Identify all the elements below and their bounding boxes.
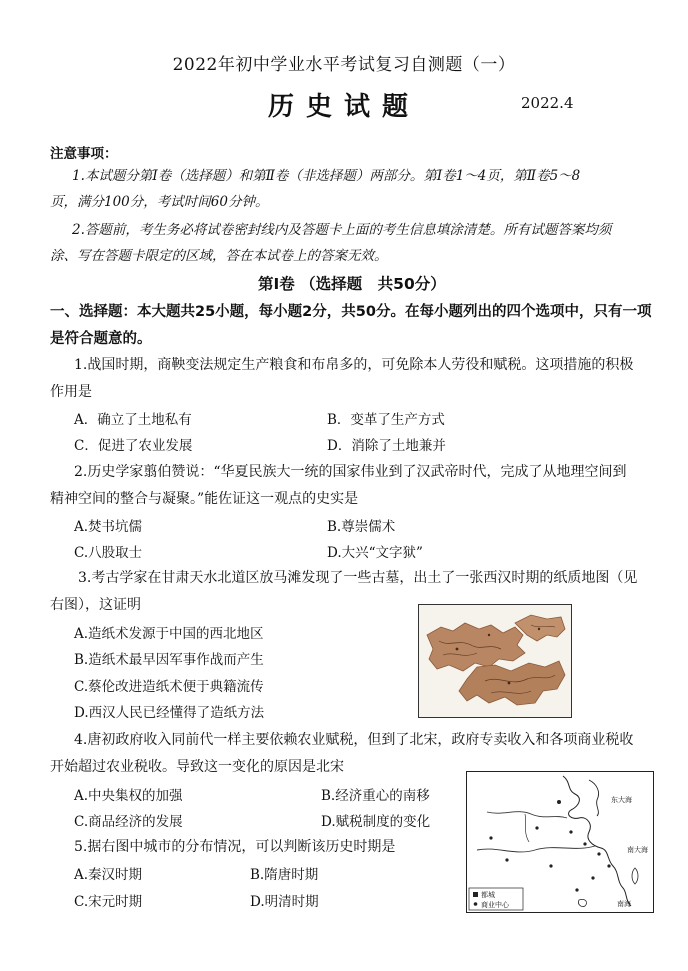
- notice-label: 注意事项：: [50, 146, 118, 162]
- q2-option-b: B.尊崇儒术: [327, 519, 396, 535]
- q1-option-c: C．促进了农业发展: [74, 438, 193, 454]
- q3-stem-line2: 右图），这证明: [50, 597, 141, 613]
- q4-option-b: B.经济重心的南移: [321, 788, 430, 804]
- q3-option-d: D.西汉人民已经懂得了造纸方法: [74, 705, 265, 721]
- paper-map-illustration: [419, 605, 571, 717]
- q4-stem-line1: 4.唐初政府收入同前代一样主要依赖农业赋税，但到了北宋，政府专卖收入和各项商业税收: [74, 732, 634, 748]
- q1-option-a: A．确立了土地私有: [74, 412, 192, 428]
- sea-label-dongdahai: 东大海: [611, 796, 632, 804]
- china-map-illustration: [467, 772, 653, 912]
- section-instructions-line2: 是符合题意的。: [50, 331, 152, 347]
- q5-option-b: B.隋唐时期: [250, 867, 319, 883]
- q2-stem-line2: 精神空间的整合与凝聚。”能佐证这一观点的史实是: [50, 491, 359, 507]
- china-cities-map: [466, 771, 654, 913]
- legend-commercial-center: 商业中心: [481, 901, 509, 909]
- q4-option-a: A.中央集权的加强: [74, 788, 183, 804]
- q3-option-a: A.造纸术发源于中国的西北地区: [74, 626, 264, 642]
- section-instructions-line1: 一、选择题：本大题共25小题，每小题2分，共50分。在每小题列出的四个选项中，只有一项: [50, 304, 652, 320]
- q5-option-d: D.明清时期: [250, 894, 319, 910]
- notice-item1-line2: 页，满分100分，考试时间60分钟。: [50, 194, 269, 210]
- sea-label-nandahai: 南大海: [627, 846, 648, 854]
- q5-option-a: A.秦汉时期: [74, 867, 143, 883]
- q5-option-c: C.宋元时期: [74, 894, 143, 910]
- section-heading: 第Ⅰ卷 （选择题 共50分）: [258, 275, 446, 293]
- exam-date: 2022.4: [521, 94, 574, 112]
- q1-stem-line2: 作用是: [50, 384, 92, 400]
- fangmatan-paper-map-image: [418, 604, 572, 718]
- subject-title: 历史试题: [268, 92, 421, 122]
- q2-stem-line1: 2.历史学家翦伯赞说：“华夏民族大一统的国家伟业到了汉武帝时代，完成了从地理空间到: [74, 464, 627, 480]
- q3-option-b: B.造纸术最早因军事作战而产生: [74, 652, 264, 668]
- q1-stem-line1: 1.战国时期，商鞅变法规定生产粮食和布帛多的，可免除本人劳役和赋税。这项措施的积极: [74, 357, 634, 373]
- notice-item2-line2: 涂、写在答题卡限定的区域，答在本试卷上的答案无效。: [50, 248, 388, 264]
- notice-item1-line1: 1.本试题分第Ⅰ卷（选择题）和第Ⅱ卷（非选择题）两部分。第Ⅰ卷1～4页，第Ⅱ卷5～8: [72, 168, 581, 184]
- q1-option-b: B．变革了生产方式: [327, 412, 445, 428]
- q2-option-c: C.八股取士: [74, 545, 143, 561]
- q4-stem-line2: 开始超过农业税收。导致这一变化的原因是北宋: [50, 759, 344, 775]
- q5-stem-line1: 5.据右图中城市的分布情况，可以判断该历史时期是: [74, 839, 396, 855]
- q4-option-d: D.赋税制度的变化: [321, 814, 431, 830]
- q4-option-c: C.商品经济的发展: [74, 814, 183, 830]
- notice-item2-line1: 2.答题前，考生务必将试卷密封线内及答题卡上面的考生信息填涂清楚。所有试题答案均须: [72, 222, 612, 238]
- q3-option-c: C.蔡伦改进造纸术便于典籍流传: [74, 679, 264, 695]
- q2-option-a: A.焚书坑儒: [74, 519, 143, 535]
- commercial-center-legend-icon: [474, 902, 478, 906]
- legend-capital: 都城: [481, 891, 495, 899]
- q2-option-d: D.大兴“文字狱”: [327, 545, 423, 561]
- sea-label-nanhai: 南海: [617, 900, 631, 908]
- q1-option-d: D．消除了土地兼并: [327, 438, 446, 454]
- exam-title: 2022年初中学业水平考试复习自测题（一）: [172, 55, 516, 75]
- q3-stem-line1: 3.考古学家在甘肃天水北道区放马滩发现了一些古墓，出土了一张西汉时期的纸质地图（见: [78, 570, 638, 586]
- capital-legend-icon: [473, 892, 478, 897]
